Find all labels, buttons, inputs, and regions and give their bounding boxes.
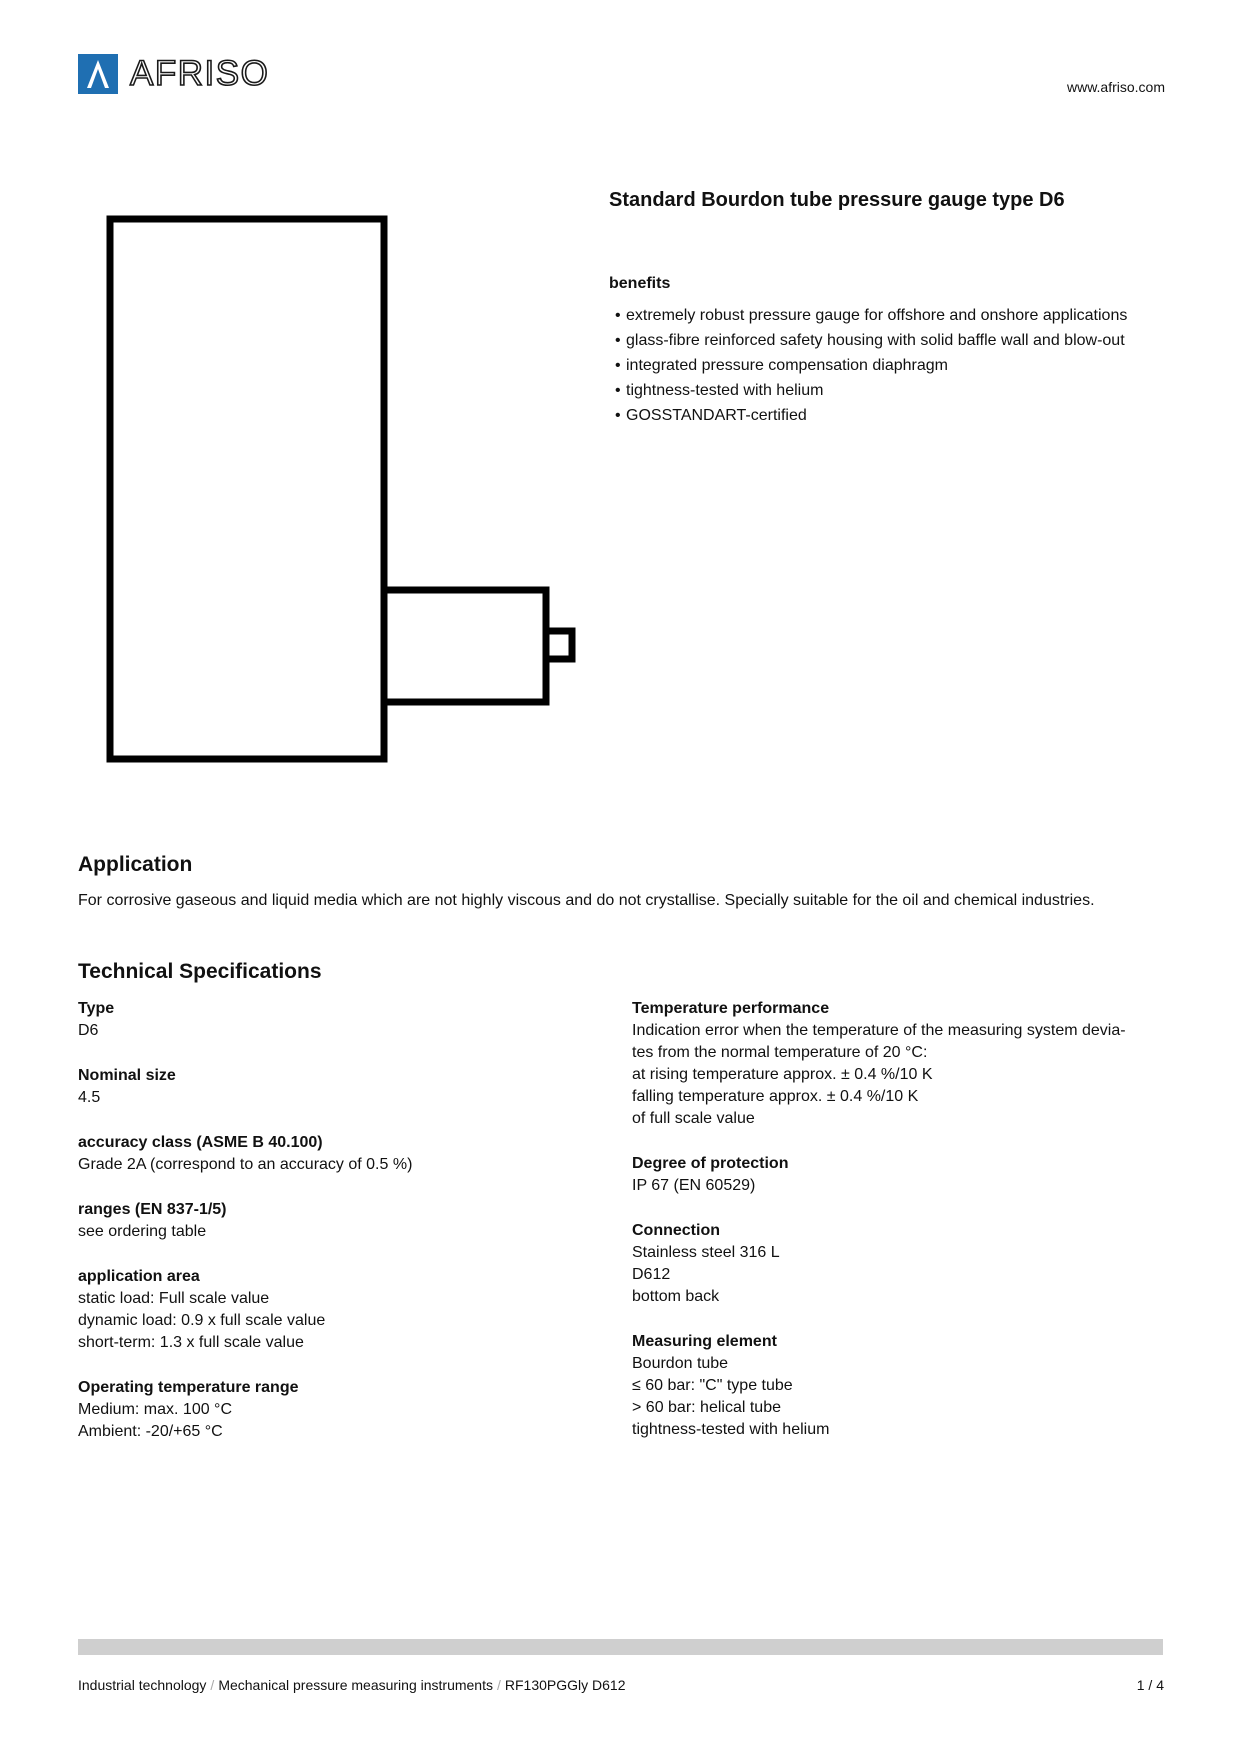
spec-ranges xyxy=(78,1199,598,1243)
spec-label: Nominal size xyxy=(78,1067,176,1084)
breadcrumb-item: Industrial technology xyxy=(78,1677,207,1693)
breadcrumb-separator: / xyxy=(497,1677,501,1693)
footer-divider-bar xyxy=(78,1639,1163,1655)
spec-temperature-performance xyxy=(632,998,1152,1130)
spec-value: of full scale value xyxy=(632,1110,755,1127)
spec-label: Type xyxy=(78,1000,115,1017)
spec-accuracy-class xyxy=(78,1132,598,1176)
spec-degree-of-protection xyxy=(632,1153,1152,1197)
spec-label: Temperature performance xyxy=(632,1000,830,1017)
page-number: 1 / 4 xyxy=(1136,1677,1164,1693)
benefit-item: • extremely robust pressure gauge for offshore and onshore applications xyxy=(609,303,1127,328)
benefit-item: • GOSSTANDART-certified xyxy=(609,403,1127,428)
spec-nominal-size xyxy=(78,1065,598,1109)
spec-value: 4.5 xyxy=(78,1089,101,1106)
gauge-side-view-drawing xyxy=(100,205,590,775)
logo-text: AFRISO xyxy=(130,54,270,93)
benefits-heading: benefits xyxy=(609,275,671,292)
benefits-list xyxy=(609,303,1127,428)
spec-value: Ambient: -20/+65 °C xyxy=(78,1423,223,1440)
afriso-logo-icon xyxy=(78,54,118,94)
spec-value: see ordering table xyxy=(78,1223,207,1240)
specs-right-column xyxy=(632,998,1152,1464)
spec-value: IP 67 (EN 60529) xyxy=(632,1177,756,1194)
spec-value: tes from the normal temperature of 20 °C: xyxy=(632,1044,928,1061)
spec-label: ranges (EN 837-1/5) xyxy=(78,1201,227,1218)
breadcrumb-item: RF130PGGly D612 xyxy=(504,1677,626,1693)
spec-value: short-term: 1.3 x full scale value xyxy=(78,1334,304,1351)
spec-value: Grade 2A (correspond to an accuracy of 0.5 %) xyxy=(78,1156,413,1173)
spec-label: Operating temperature range xyxy=(78,1379,299,1396)
spec-measuring-element xyxy=(632,1331,1152,1441)
spec-label: Connection xyxy=(632,1222,720,1239)
spec-value: > 60 bar: helical tube xyxy=(632,1399,781,1416)
spec-value: Stainless steel 316 L xyxy=(632,1244,780,1261)
spec-value: bottom back xyxy=(632,1288,720,1305)
spec-value: Indication error when the temperature of the measuring system devia- xyxy=(632,1022,1126,1039)
spec-label: Degree of protection xyxy=(632,1155,789,1172)
specs-left-column xyxy=(78,998,598,1466)
spec-value: Medium: max. 100 °C xyxy=(78,1401,233,1418)
spec-value: ≤ 60 bar: "C" type tube xyxy=(632,1377,793,1394)
breadcrumb-item: Mechanical pressure measuring instruments xyxy=(218,1677,493,1693)
application-text: For corrosive gaseous and liquid media which are not highly viscous and do not crystallise. Specially suitable for the oil and chemical industries. xyxy=(78,892,1095,909)
spec-value: static load: Full scale value xyxy=(78,1290,270,1307)
spec-label: application area xyxy=(78,1268,200,1285)
benefit-item: • tightness-tested with helium xyxy=(609,378,1127,403)
spec-connection xyxy=(632,1220,1152,1308)
spec-value: dynamic load: 0.9 x full scale value xyxy=(78,1312,326,1329)
gauge-nipple-outline xyxy=(546,631,572,659)
spec-label: Measuring element xyxy=(632,1333,777,1350)
application-heading: Application xyxy=(78,853,193,876)
gauge-connector-outline xyxy=(384,590,546,702)
company-logo xyxy=(78,54,269,94)
benefit-item: • glass-fibre reinforced safety housing with solid baffle wall and blow-out xyxy=(609,328,1127,353)
spec-application-area xyxy=(78,1266,598,1354)
spec-value: tightness-tested with helium xyxy=(632,1421,830,1438)
footer-breadcrumb xyxy=(78,1677,626,1693)
benefit-item: • integrated pressure compensation diaphragm xyxy=(609,353,1127,378)
spec-value: falling temperature approx. ± 0.4 %/10 K xyxy=(632,1088,919,1105)
website-link[interactable]: www.afriso.com xyxy=(1066,79,1165,95)
spec-value: D6 xyxy=(78,1022,99,1039)
breadcrumb-separator: / xyxy=(210,1677,215,1693)
spec-operating-temperature xyxy=(78,1377,598,1443)
specs-heading: Technical Specifications xyxy=(78,960,322,983)
product-title: Standard Bourdon tube pressure gauge type D6 xyxy=(609,189,1065,211)
spec-value: D612 xyxy=(632,1266,671,1283)
spec-value: Bourdon tube xyxy=(632,1355,729,1372)
spec-label: accuracy class (ASME B 40.100) xyxy=(78,1134,323,1151)
spec-value: at rising temperature approx. ± 0.4 %/10 K xyxy=(632,1066,933,1083)
gauge-housing-outline xyxy=(110,219,384,759)
spec-type xyxy=(78,998,598,1042)
